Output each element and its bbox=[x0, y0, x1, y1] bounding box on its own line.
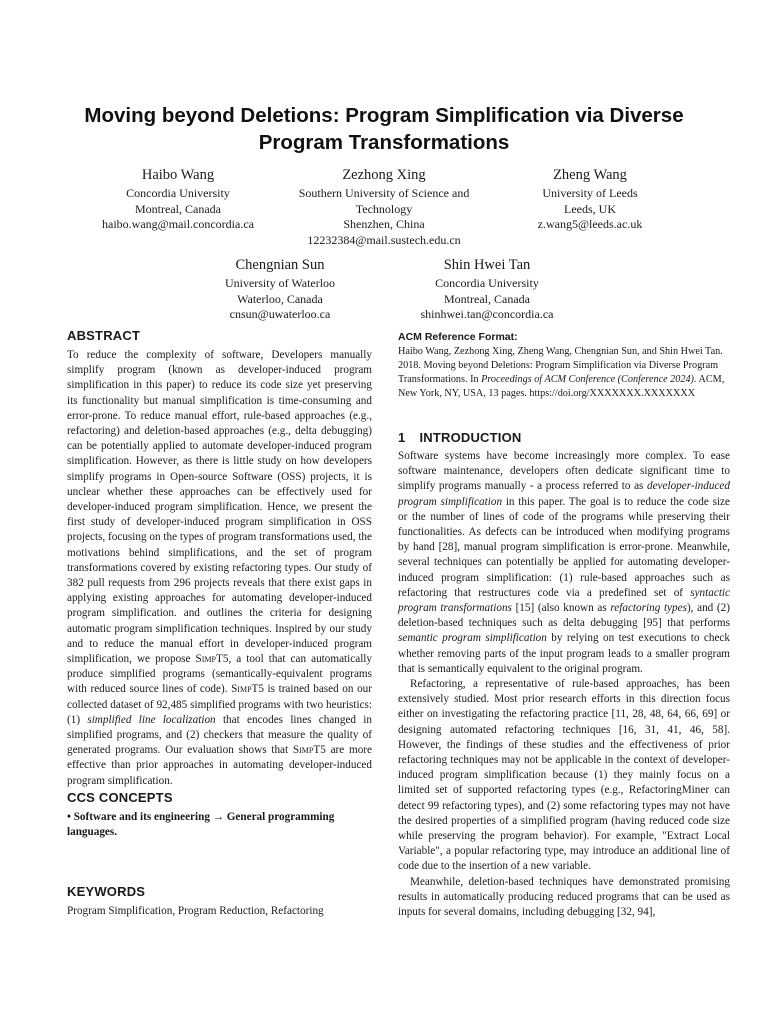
author-location: Leeds, UK bbox=[564, 201, 616, 216]
intro-paragraph: Meanwhile, deletion-based techniques have demonstrated promising results in automatically producing reduced programs that can be used as inputs for several domains, including debugging [32, 94], bbox=[398, 875, 730, 919]
intro-paragraph: Refactoring, a representative of rule-based approaches, has been extensively studied. Most prior research efforts in this direction focus either on investigating the refactoring practice [11, 28, 48, 64, 66, 69] or designing automated refactoring techniques [16, 31, 41, 46, 58]. However, the findings of these studies and the effectiveness of prior refactoring techniques may not be applicable in the context of developer-induced program simplification because (1) they mainly focus on a limited set of supported refactoring types (e.g., RefactoringMiner can detect 99 refactoring types), and (2) some refactoring types may not have the desired properties of a simplified program (having reduced code size while preserving the program behavior). For example, "Extract Local Variable", a popular refactoring type, may introduce an additional line of code due to the insertion of a new variable. bbox=[398, 678, 730, 873]
author-name: Chengnian Sun bbox=[235, 257, 325, 273]
author-location: Montreal, Canada bbox=[444, 291, 530, 306]
author-email: haibo.wang@mail.concordia.ca bbox=[102, 217, 254, 231]
intro-paragraph: Software systems have become increasingly more complex. To ease software maintenance, developers often dedicate significant time to simplify programs manually - a process referred to as developer-induced program simplification in this paper. The goal is to reduce the code size or the number of lines of code of the programs while preserving their functionalities. As defects can be introduced when modifying programs by hand [28], manual program simplification is error-prone. Meanwhile, several techniques can potentially be applied for automating developer-induced program simplification: (1) rule-based approaches such as refactoring that restructures code via a predefined set of syntactic program transformations [15] (also known as refactoring types), and (2) deletion-based techniques such as delta debugging [95] that performs semantic program simplification by relying on test executions to check whether removing parts of the input program leads to a smaller program that is semantically equivalent to the original program. bbox=[398, 450, 730, 675]
abstract-text: To reduce the complexity of software, Developers manually simplify program (known as developer-induced program simplification in this paper) to reduce its code size yet preserving its functionality but manual simplification is time-consuming and error-prone. To reduce manual effort, rule-based approaches (e.g., refactoring) and deletion-based approaches (e.g., delta debugging) can be potentially applied to automate developer-induced program simplification. However, as there is little study on how developers simplify programs in Open-source Software (OSS) projects, it is unclear whether these approaches can be effectively used for developer-induced program simplification. Hence, we present the first study of developer-induced program simplification in OSS projects, focusing on the types of program transformations used, the motivations behind simplifications, and the set of program transformations covered by existing refactoring types. Our study of 382 pull requests from 296 projects reveals that there exist gaps in applying existing approaches for automating developer-induced program simplification. and outlines the criteria for designing automatic program simplification techniques. Inspired by our study and to reduce the manual effort in developer-induced program simplification, we propose SimpT5, a tool that can automatically produce simplified programs (semantically-equivalent programs with reduced source lines of code). SimpT5 is trained based on our collected dataset of 92,485 simplified programs with two heuristics: (1) simplified line localization that encodes lines changed in simplified programs, and (2) checkers that measure the quality of generated programs. Our evaluation shows that SimpT5 are more effective than prior approaches in automating developer-induced program simplification. bbox=[67, 349, 373, 787]
tool-name: SimpT5 bbox=[195, 653, 229, 666]
ccs-heading: CCS CONCEPTS bbox=[67, 790, 173, 805]
author-name: Haibo Wang bbox=[141, 167, 215, 183]
author-affiliation: Concordia University bbox=[435, 276, 539, 290]
author-email: 12232384@mail.sustech.edu.cn bbox=[307, 232, 461, 247]
author-name: Zezhong Xing bbox=[342, 167, 426, 183]
author-affiliation: University of Waterloo bbox=[224, 276, 336, 290]
author-block bbox=[490, 166, 690, 233]
author-block bbox=[180, 256, 380, 323]
author-email: shinhwei.tan@concordia.ca bbox=[420, 307, 554, 321]
tool-name: SimpT5 bbox=[292, 744, 326, 757]
author-location: Shenzhen, China bbox=[343, 217, 425, 231]
author-name: Shin Hwei Tan bbox=[443, 257, 531, 273]
author-block bbox=[284, 166, 484, 248]
abstract-heading: ABSTRACT bbox=[67, 328, 141, 343]
section-number: 1 bbox=[398, 430, 406, 445]
keywords-text: Program Simplification, Program Reduction, Refactoring bbox=[67, 905, 324, 917]
author-email: z.wang5@leeds.ac.uk bbox=[537, 217, 643, 231]
intro-heading: 1 INTRODUCTION bbox=[398, 430, 522, 445]
intro-body bbox=[398, 449, 730, 920]
acm-reference-heading: ACM Reference Format: bbox=[398, 331, 518, 343]
acm-reference-text: Haibo Wang, Zezhong Xing, Zheng Wang, Chengnian Sun, and Shin Hwei Tan. 2018. Moving beyond Deletions: Program Simplification via Diverse Program Transformations. In Proceedings of ACM Conference (Conference 2024). ACM, New York, NY, USA, 13 pages. https://doi.org/XXXXXXX.XXXXXXX bbox=[398, 346, 725, 399]
paper-title: Moving beyond Deletions: Program Simplification via Diverse Program Transformations bbox=[84, 104, 684, 154]
keywords-heading: KEYWORDS bbox=[67, 884, 146, 899]
author-name: Zheng Wang bbox=[553, 167, 627, 183]
author-affiliation: University of Leeds bbox=[542, 186, 638, 200]
tool-name: SimpT5 bbox=[231, 683, 264, 696]
ccs-text: • Software and its engineering → General programming languages. bbox=[67, 811, 335, 839]
author-block bbox=[78, 166, 278, 233]
author-location: Waterloo, Canada bbox=[237, 291, 323, 306]
author-affiliation: Southern University of Science and Technology bbox=[298, 186, 470, 216]
author-affiliation: Concordia University bbox=[126, 186, 230, 200]
author-location: Montreal, Canada bbox=[135, 201, 221, 216]
author-email: cnsun@uwaterloo.ca bbox=[229, 307, 331, 321]
author-block bbox=[387, 256, 587, 323]
